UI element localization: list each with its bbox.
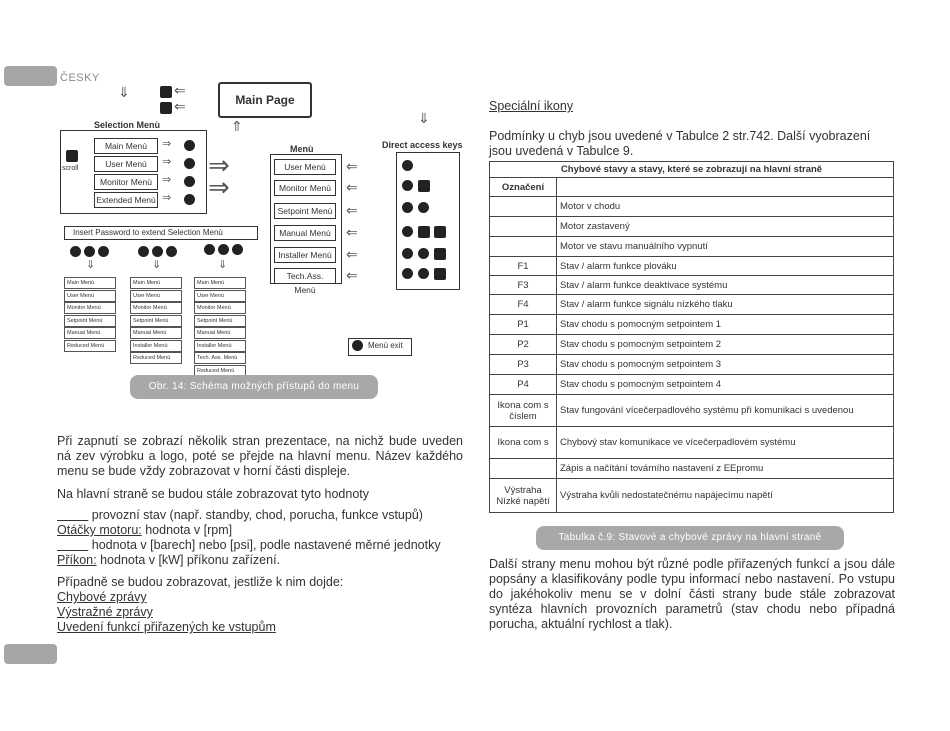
table-row [490, 355, 894, 375]
row-description: Motor zastavený [557, 217, 894, 237]
row-description: Motor ve stavu manuálního vypnutí [557, 237, 894, 257]
menu-list-2 [130, 277, 182, 365]
page-tab-marker-bottom [4, 644, 57, 664]
list-item: User Menù [130, 290, 182, 302]
row-description: Stav / alarm funkce signálu nízkého tlaku [557, 295, 894, 315]
arrow-down-icon: ⇓ [86, 259, 96, 271]
menu-item: Monitor Menù [274, 180, 336, 196]
table-row [490, 237, 894, 257]
arrow-left-icon: ⇐ [174, 82, 186, 98]
key-icon [160, 86, 172, 98]
arrow-down-icon: ⇓ [218, 259, 228, 271]
language-label: ČESKY [60, 72, 100, 84]
list-item: Monitor Menù [130, 302, 182, 314]
arrow-right-icon: ⇒ [162, 138, 172, 150]
table-row [490, 479, 894, 513]
list-item: Main Menù [130, 277, 182, 289]
arrow-down-icon: ⇓ [418, 110, 430, 126]
row-code: P1 [490, 315, 557, 335]
menu-item: User Menù [274, 159, 336, 175]
row-code [490, 197, 557, 217]
direct-access-title: Direct access keys [382, 140, 463, 150]
row-code [490, 217, 557, 237]
set-key-icon [402, 226, 413, 237]
row-code: P3 [490, 355, 557, 375]
row-description: Stav / alarm funkce plováku [557, 257, 894, 276]
selection-item: Monitor Menù [94, 174, 158, 190]
table-row [490, 295, 894, 315]
set-key-icon [352, 340, 363, 351]
arrow-left-icon: ⇐ [346, 267, 358, 283]
table-row [490, 427, 894, 459]
table-row [490, 315, 894, 335]
row-description: Chybový stav komunikace ve vícečerpadlovém systému [557, 427, 894, 459]
arrow-left-icon: ⇐ [174, 98, 186, 114]
menu-exit-label: Menù exit [368, 341, 403, 350]
set-key-icon [218, 244, 229, 255]
arrow-left-icon: ⇐ [346, 224, 358, 240]
mode-key-icon [402, 202, 413, 213]
set-key-icon [70, 246, 81, 257]
table-intro-paragraph: Podmínky u chyb jsou uvedené v Tabulce 2 str.742. Další vyobrazení jsou uvedená v Tabulce 9. [489, 129, 871, 158]
list-item: Monitor Menù [64, 302, 116, 314]
minus-key-icon [434, 226, 446, 238]
arrow-down-icon: ⇓ [152, 259, 162, 271]
mode-key-icon [402, 248, 413, 259]
row-description: Zápis a načítání továrního nastavení z EEpromu [557, 459, 894, 479]
list-item: Setpoint Menù [194, 315, 246, 327]
arrow-left-icon: ⇐ [346, 158, 358, 174]
table-row [490, 217, 894, 237]
link-error-messages: Chybové zprávy [57, 590, 147, 604]
list-item: User Menù [194, 290, 246, 302]
list-item: Manual Menù [194, 327, 246, 339]
table-row [490, 276, 894, 295]
menu-list-3 [194, 277, 246, 377]
mode-key-icon [184, 194, 195, 205]
arrow-down-icon: ⇓ [118, 84, 130, 100]
mode-key-icon [204, 244, 215, 255]
minus-key-icon [434, 248, 446, 260]
menu-list-1 [64, 277, 116, 352]
minus-key-icon [418, 180, 430, 192]
value-line-pressure: hodnota v [barech] nebo [psi], podle nastavené měrné jednotky [88, 538, 441, 552]
menu-access-diagram [58, 80, 468, 374]
table-row [490, 375, 894, 395]
row-description: Stav / alarm funkce deaktivace systému [557, 276, 894, 295]
main-page-values-intro: Na hlavní straně se budou stále zobrazovat tyto hodnoty [57, 487, 369, 501]
password-prompt: Insert Password to extend Selection Menù [64, 226, 258, 240]
mode-key-icon [138, 246, 149, 257]
row-description: Stav chodu s pomocným setpointem 1 [557, 315, 894, 335]
row-code [490, 237, 557, 257]
menu-title: Menù [290, 144, 314, 154]
row-code: P4 [490, 375, 557, 395]
set-key-icon [418, 268, 429, 279]
menu-pages-paragraph: Další strany menu mohou být různé podle přiřazených funkcí a jsou dále popsány a klasifikovány podle typu informací nebo nastavení. Po vstupu do jakéhokoliv menu se v dolní části strany bude stále zobrazovat syntéza hlavních provozních parametrů (stav chodu nebo případná porucha, aktuální rychlost a tlak). [489, 557, 895, 631]
intro-paragraph: Při zapnutí se zobrazí několik stran prezentace, na nichž bude uveden ná zev výrobku a logo, poté se přejde na hlavní menu. Název každého menu se bude vždy zobrazovat v horní části displeje. [57, 434, 463, 478]
table-row [490, 335, 894, 355]
arrow-right-icon: ⇒ [208, 172, 230, 202]
key-icon [84, 246, 95, 257]
menu-item: Setpoint Menù [274, 203, 336, 219]
scroll-key-icon [66, 150, 78, 162]
table-row [490, 257, 894, 276]
mode-key-icon [184, 158, 195, 169]
list-item: Manual Menù [130, 327, 182, 339]
scroll-label: scroll [62, 165, 79, 172]
row-description: Výstraha kvůli nedostatečnému napájecímu napětí [557, 479, 894, 513]
column-header: Označení [490, 178, 557, 197]
list-item: User Menù [64, 290, 116, 302]
key-icon [166, 246, 177, 257]
set-key-icon [418, 248, 429, 259]
selection-item: User Menù [94, 156, 158, 172]
row-code: F1 [490, 257, 557, 276]
plus-key-icon [418, 226, 430, 238]
special-icons-heading: Speciální ikony [489, 99, 574, 113]
table-row [490, 395, 894, 427]
figure-caption: Obr. 14: Schéma možných přístupů do menu [130, 375, 378, 399]
value-line-status: provozní stav (např. standby, chod, porucha, funkce vstupů) [88, 508, 423, 522]
menu-item: Manual Menù [274, 225, 336, 241]
row-code [490, 459, 557, 479]
link-input-functions: Uvedení funkcí přiřazených ke vstupům [57, 620, 276, 634]
mode-key-icon [402, 160, 413, 171]
row-description: Stav chodu s pomocným setpointem 2 [557, 335, 894, 355]
key-icon [98, 246, 109, 257]
arrow-right-icon: ⇒ [208, 150, 230, 180]
set-key-icon [152, 246, 163, 257]
row-code: F4 [490, 295, 557, 315]
list-item: Setpoint Menù [130, 315, 182, 327]
menu-item: Installer Menù [274, 247, 336, 263]
row-code: F3 [490, 276, 557, 295]
row-description: Motor v chodu [557, 197, 894, 217]
arrow-right-icon: ⇒ [162, 192, 172, 204]
row-description: Stav chodu s pomocným setpointem 4 [557, 375, 894, 395]
set-key-icon [418, 202, 429, 213]
key-icon [232, 244, 243, 255]
arrow-right-icon: ⇒ [162, 156, 172, 168]
table-row [490, 197, 894, 217]
arrow-right-icon: ⇒ [162, 174, 172, 186]
selection-item: Extended Menù [94, 192, 158, 208]
arrow-left-icon: ⇐ [346, 179, 358, 195]
set-key-icon [402, 180, 413, 191]
page-tab-marker-top [4, 66, 57, 86]
mode-key-icon [184, 140, 195, 151]
row-code: P2 [490, 335, 557, 355]
value-line-power: Příkon: hodnota v [kW] příkonu zařízení. [57, 553, 281, 567]
table-caption: Tabulka č.9: Stavové a chybové zprávy na hlavní straně [536, 526, 844, 550]
optional-display-intro: Případně se budou zobrazovat, jestliže k nim dojde: [57, 575, 344, 589]
list-item: Reduced Menù [194, 365, 246, 377]
list-item: Reduced Menù [130, 352, 182, 364]
selection-menu-title: Selection Menù [94, 120, 161, 130]
value-line-rpm: Otáčky motoru: hodnota v [rpm] [57, 523, 233, 537]
mode-key-icon [184, 176, 195, 187]
mode-key-icon [402, 268, 413, 279]
row-code: Ikona com s [490, 427, 557, 459]
list-item: Installer Menù [130, 340, 182, 352]
list-item: Monitor Menù [194, 302, 246, 314]
arrow-up-icon: ⇑ [231, 118, 243, 134]
list-item: Tech. Ass. Menù [194, 352, 246, 364]
arrow-left-icon: ⇐ [346, 246, 358, 262]
table-title: Chybové stavy a stavy, které se zobrazují na hlavní straně [490, 162, 894, 178]
list-item: Main Menù [64, 277, 116, 289]
selection-item: Main Menù [94, 138, 158, 154]
key-icon [160, 102, 172, 114]
main-page-box: Main Page [218, 82, 312, 118]
row-code: Výstraha Nízké napětí [490, 479, 557, 513]
table-row [490, 459, 894, 479]
row-description: Stav chodu s pomocným setpointem 3 [557, 355, 894, 375]
link-warning-messages: Výstražné zprávy [57, 605, 153, 619]
list-item: Manual Menù [64, 327, 116, 339]
row-description: Stav fungování vícečerpadlového systému při komunikaci s uvedenou [557, 395, 894, 427]
list-item: Setpoint Menù [64, 315, 116, 327]
list-item: Main Menù [194, 277, 246, 289]
list-item: Reduced Menù [64, 340, 116, 352]
arrow-left-icon: ⇐ [346, 202, 358, 218]
row-code: Ikona com s číslem [490, 395, 557, 427]
plus-key-icon [434, 268, 446, 280]
menu-item: Tech.Ass. Menù [274, 268, 336, 284]
status-table [489, 161, 894, 513]
list-item: Installer Menù [194, 340, 246, 352]
